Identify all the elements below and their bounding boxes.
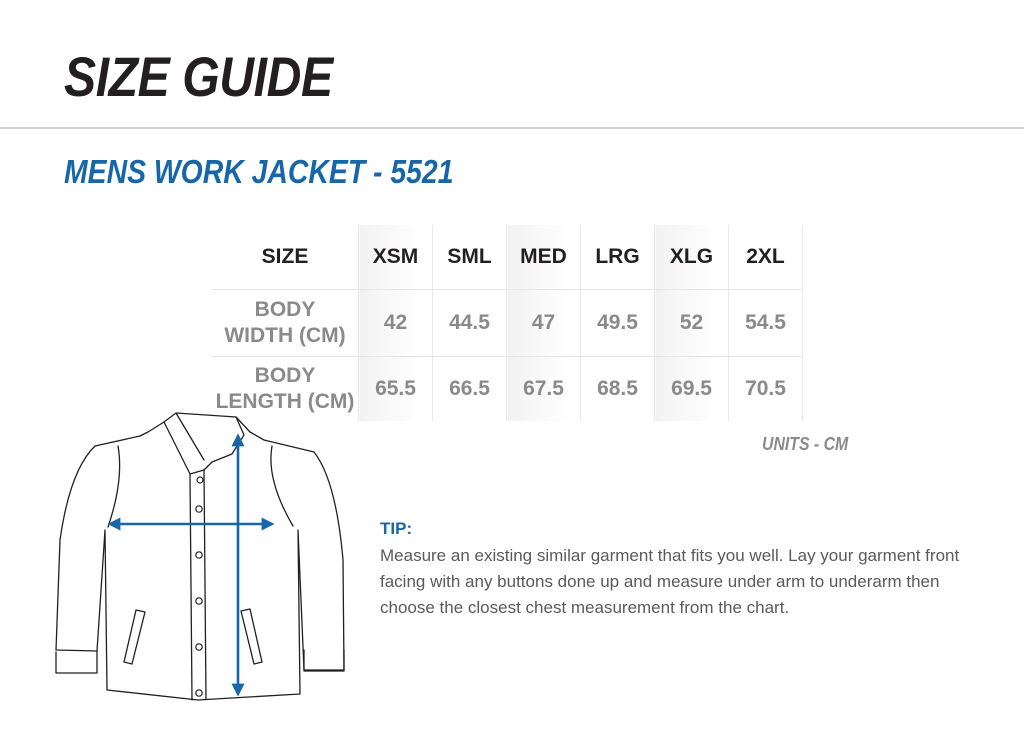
row-label-line2: LENGTH (CM) [215, 390, 355, 413]
size-header-sml: SML [433, 225, 507, 290]
page-title: SIZE GUIDE [64, 45, 333, 108]
table-cell: 69.5 [655, 357, 729, 422]
table-cell: 67.5 [507, 357, 581, 422]
size-header-med: MED [507, 225, 581, 290]
size-header-lrg: LRG [581, 225, 655, 290]
tip-text: Measure an existing similar garment that fits you well. Lay your garment front facing with any buttons done up and measure under arm to underarm then choose the closest chest measurement from the chart. [380, 546, 960, 617]
units-note: UNITS - CM [762, 434, 849, 454]
jacket-diagram-icon [0, 400, 360, 705]
table-cell: 68.5 [581, 357, 655, 422]
row-label-body-width [212, 290, 359, 357]
table-cell: 47 [507, 290, 581, 357]
header-divider [0, 127, 1024, 129]
tip-heading: TIP: [380, 519, 413, 538]
table-row [212, 290, 803, 357]
table-cell: 70.5 [729, 357, 803, 422]
product-title: MENS WORK JACKET - 5521 [64, 153, 454, 190]
table-cell: 42 [359, 290, 433, 357]
table-cell: 49.5 [581, 290, 655, 357]
table-cell: 65.5 [359, 357, 433, 422]
table-cell: 52 [655, 290, 729, 357]
table-cell: 54.5 [729, 290, 803, 357]
size-header-xsm: XSM [359, 225, 433, 290]
row-label-line2: WIDTH (CM) [224, 324, 346, 347]
size-chart-table [212, 225, 803, 421]
table-header-row [212, 225, 803, 290]
table-cell: 44.5 [433, 290, 507, 357]
size-header-2xl: 2XL [729, 225, 803, 290]
row-label-line1: BODY [254, 364, 316, 387]
size-header-label: SIZE [261, 245, 309, 268]
table-cell: 66.5 [433, 357, 507, 422]
size-header-xlg: XLG [655, 225, 729, 290]
row-label-line1: BODY [254, 298, 316, 321]
